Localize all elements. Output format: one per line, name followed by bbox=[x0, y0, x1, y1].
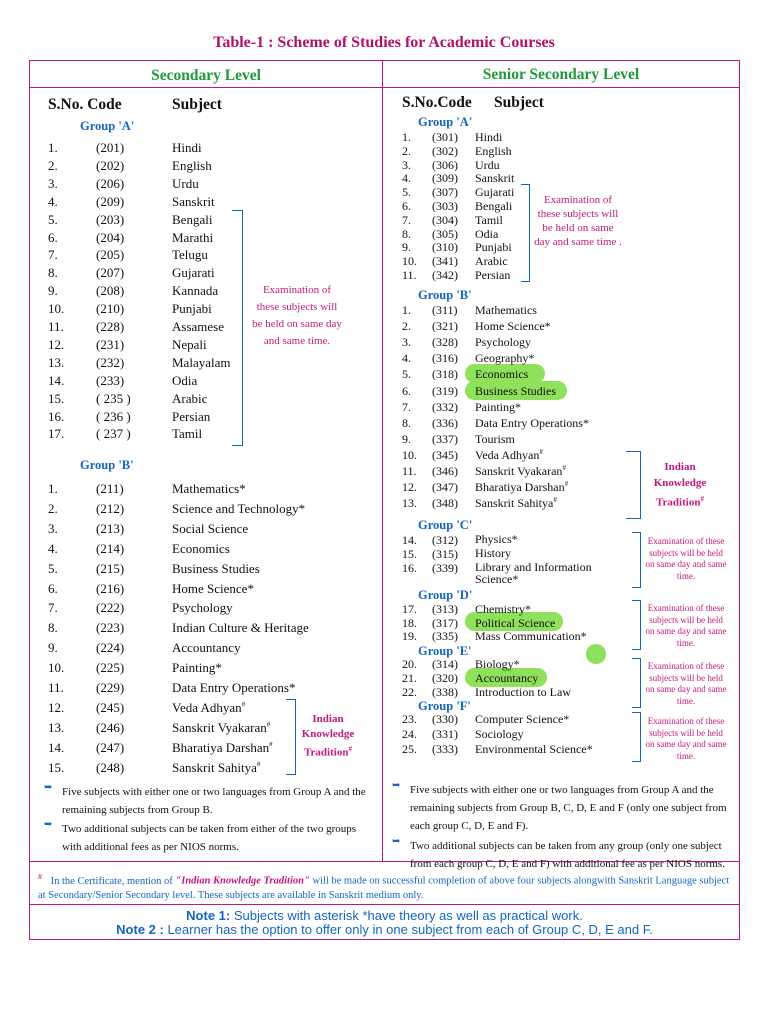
serial-number: 18. bbox=[402, 615, 417, 630]
subject-name: Indian Culture & Heritage bbox=[172, 620, 309, 636]
subject-code: (302) bbox=[432, 143, 458, 158]
subject-name: Odia bbox=[172, 372, 198, 388]
subject-code: (318) bbox=[432, 367, 458, 382]
subject-name: Bharatiya Darshan# bbox=[172, 739, 273, 755]
hash-mark: # bbox=[348, 745, 352, 753]
serial-number: 17. bbox=[402, 602, 417, 616]
serial-number: 7. bbox=[48, 600, 58, 616]
serial-number: 15. bbox=[48, 390, 65, 406]
serial-number: 14. bbox=[48, 372, 65, 388]
subject-code: (347) bbox=[432, 480, 458, 495]
serial-number: 1. bbox=[48, 481, 58, 496]
hash-mark: # bbox=[553, 496, 557, 505]
subject-code: (337) bbox=[432, 431, 458, 446]
heading-divider bbox=[30, 87, 739, 88]
bullet-text: Two additional subjects can be taken from either of the two groups with additional fees as per NIOS norms. bbox=[62, 823, 357, 853]
subject-name: Environmental Science* bbox=[475, 742, 593, 756]
serial-number: 6. bbox=[48, 580, 58, 596]
senior-group-e-bracket bbox=[632, 658, 641, 708]
subject-name: Science and Technology* bbox=[172, 500, 306, 516]
bullet-text: Five subjects with either one or two languages from Group A and the remaining subjects from Group B, C, D, E and F (only one subject from each group C, D, E and F). bbox=[410, 784, 727, 832]
subject-code: (348) bbox=[432, 496, 458, 511]
subject-code: (341) bbox=[432, 254, 458, 269]
senior-exam-note-a: Examination of these subjects will be held on same day and same time . bbox=[534, 194, 622, 248]
senior-group-d-bracket bbox=[632, 600, 641, 650]
subject-code: (333) bbox=[432, 742, 458, 756]
subject-name: Mass Communication* bbox=[475, 629, 587, 644]
senior-group-c-label: Group 'C' bbox=[418, 518, 473, 532]
hash-mark: # bbox=[269, 740, 273, 749]
note-1 bbox=[30, 908, 739, 923]
subject-name: Geography* bbox=[475, 351, 535, 366]
subject-name: Arabic bbox=[172, 390, 208, 406]
secondary-group-a-label: Group 'A' bbox=[80, 119, 135, 133]
subject-code: (231) bbox=[96, 336, 125, 352]
serial-number: 24. bbox=[402, 727, 417, 741]
subject-code: (232) bbox=[96, 354, 125, 370]
senior-lang-bracket bbox=[521, 184, 530, 282]
subject-name: Tamil bbox=[172, 426, 203, 442]
subject-name: Mathematics bbox=[475, 303, 537, 317]
serial-number: 11. bbox=[48, 680, 64, 695]
serial-number: 2. bbox=[48, 157, 58, 173]
subject-code: (346) bbox=[432, 464, 458, 478]
subject-name: Hindi bbox=[172, 140, 202, 155]
arrow-icon: ➥ bbox=[392, 780, 401, 791]
serial-number: 11. bbox=[402, 268, 417, 282]
subject-code: (223) bbox=[96, 620, 125, 636]
serial-number: 22. bbox=[402, 685, 417, 699]
serial-number: 10. bbox=[48, 660, 65, 676]
hash-mark: # bbox=[241, 700, 246, 709]
secondary-ikt-note: Indian Knowledge Tradition# bbox=[301, 713, 355, 759]
subject-name: Bengali bbox=[475, 199, 513, 213]
subject-code: (321) bbox=[432, 319, 458, 334]
serial-number: 11. bbox=[402, 464, 417, 478]
serial-number: 8. bbox=[402, 226, 411, 241]
subject-name: Accountancy bbox=[172, 640, 241, 656]
subject-name: Sanskrit Sahitya# bbox=[475, 496, 557, 511]
subject-code: (317) bbox=[432, 615, 458, 630]
subject-name: Sanskrit Sahitya# bbox=[172, 759, 261, 775]
subject-code: (313) bbox=[432, 602, 458, 616]
subject-code: (307) bbox=[432, 185, 458, 200]
serial-number: 7. bbox=[48, 247, 58, 263]
page-title: Table-1 : Scheme of Studies for Academic Courses bbox=[213, 34, 555, 51]
subject-name: Social Science bbox=[172, 520, 249, 536]
subject-code: (331) bbox=[432, 727, 458, 741]
subject-name: English bbox=[475, 143, 512, 158]
subject-code: (228) bbox=[96, 319, 125, 334]
subject-name: Economics bbox=[172, 540, 230, 556]
subject-name: Political Science bbox=[475, 615, 556, 630]
note-1-label: Note 1: bbox=[186, 908, 231, 923]
serial-number: 25. bbox=[402, 742, 417, 756]
subject-name: Persian bbox=[172, 408, 211, 424]
subject-name: Accountancy bbox=[475, 671, 539, 685]
serial-number: 13. bbox=[48, 719, 65, 735]
subject-code: (303) bbox=[432, 199, 458, 213]
serial-number: 5. bbox=[48, 560, 58, 576]
subject-code: (202) bbox=[96, 157, 125, 173]
senior-heading: Senior Secondary Level bbox=[482, 66, 640, 83]
subject-name: Hindi bbox=[475, 130, 503, 144]
subject-name: History bbox=[475, 545, 511, 560]
subject-code: (203) bbox=[96, 211, 125, 227]
serial-number: 17. bbox=[48, 426, 65, 442]
secondary-lang-bracket bbox=[232, 210, 243, 446]
subject-code: (316) bbox=[432, 351, 458, 366]
serial-number: 3. bbox=[402, 335, 411, 350]
secondary-exam-note: Examination of these subjects will be held on same day and same time. bbox=[252, 284, 342, 347]
subject-name: Sanskrit Vyakaran# bbox=[475, 464, 566, 478]
subject-code: (311) bbox=[432, 303, 458, 317]
subject-name: English bbox=[172, 157, 212, 173]
serial-number: 16. bbox=[402, 560, 417, 575]
subject-name: Data Entry Operations* bbox=[172, 680, 296, 695]
subject-code: (208) bbox=[96, 283, 125, 299]
senior-bullets bbox=[392, 780, 734, 872]
serial-number: 5. bbox=[402, 367, 411, 382]
senior-group-d-label: Group 'D' bbox=[418, 588, 473, 602]
subject-name: Odia bbox=[475, 226, 499, 241]
serial-number: 8. bbox=[48, 265, 58, 281]
serial-number: 12. bbox=[402, 480, 417, 495]
serial-number: 4. bbox=[402, 351, 411, 366]
subject-name: Assamese bbox=[172, 319, 224, 334]
senior-group-f-label: Group 'F' bbox=[418, 699, 471, 713]
footnote bbox=[38, 870, 734, 903]
serial-number: 9. bbox=[48, 640, 58, 656]
subject-name: Persian bbox=[475, 268, 511, 282]
footnote-mark: # bbox=[38, 872, 42, 881]
subject-code: (215) bbox=[96, 560, 125, 576]
serial-number: 13. bbox=[48, 354, 65, 370]
hash-mark: # bbox=[562, 464, 566, 472]
hash-mark: # bbox=[700, 495, 704, 503]
serial-number: 2. bbox=[48, 500, 58, 516]
serial-number: 2. bbox=[402, 143, 411, 158]
bullet-text: Five subjects with either one or two languages from Group A and the remaining subjects from Group B. bbox=[62, 786, 366, 816]
subject-name: Arabic bbox=[475, 254, 508, 269]
serial-number: 15. bbox=[48, 759, 65, 775]
arrow-icon: ➥ bbox=[392, 836, 401, 847]
subject-code: ( 235 ) bbox=[96, 390, 131, 406]
senior-ikt-note: Indian Knowledge Tradition# bbox=[653, 461, 707, 509]
serial-number: 19. bbox=[402, 629, 417, 644]
senior-exam-note-f: Examination of these subjects will be held on same day and same time. bbox=[645, 716, 727, 761]
subject-name: Psychology bbox=[475, 335, 532, 350]
subject-name: Urdu bbox=[172, 175, 199, 191]
subject-code: (206) bbox=[96, 175, 125, 191]
arrow-icon: ➥ bbox=[44, 782, 53, 793]
subject-code: (336) bbox=[432, 415, 458, 430]
secondary-ikt-bracket bbox=[286, 699, 296, 775]
serial-number: 15. bbox=[402, 546, 417, 561]
note-1-text: Subjects with asterisk *have theory as well as practical work. bbox=[230, 908, 583, 923]
arrow-icon: ➥ bbox=[44, 819, 53, 830]
subject-code: (216) bbox=[96, 580, 125, 596]
senior-exam-note-c: Examination of these subjects will be held on same day and same time. bbox=[645, 536, 727, 581]
serial-number: 1. bbox=[402, 303, 411, 317]
hash-mark: # bbox=[564, 480, 569, 489]
bullet-item bbox=[392, 836, 734, 872]
subject-name: Business Studies bbox=[475, 383, 557, 398]
bullet-text: Two additional subjects can be taken from any group (only one subject from each group C, D, E and F) with additional fee as per NIOS norms. bbox=[410, 840, 725, 870]
subject-name: Gujarati bbox=[475, 185, 515, 200]
subject-code: (204) bbox=[96, 229, 125, 245]
subject-name: Chemistry* bbox=[475, 602, 531, 616]
subject-name: Library and Information Science* bbox=[475, 559, 592, 586]
secondary-bullets bbox=[44, 782, 378, 855]
footnote-pre: In the Certificate, mention of bbox=[50, 875, 176, 887]
subject-code: (301) bbox=[432, 130, 458, 144]
subject-code: (319) bbox=[432, 383, 458, 398]
serial-number: 10. bbox=[402, 254, 417, 269]
serial-number: 4. bbox=[48, 193, 58, 209]
subject-code: (314) bbox=[432, 657, 458, 671]
subject-code: (224) bbox=[96, 640, 125, 656]
subject-code: (205) bbox=[96, 247, 125, 263]
subject-code: ( 236 ) bbox=[96, 408, 131, 424]
hash-mark: # bbox=[256, 760, 261, 769]
subject-code: (309) bbox=[432, 171, 458, 186]
subject-code: (310) bbox=[432, 240, 458, 255]
serial-number: 14. bbox=[402, 533, 417, 547]
serial-number: 5. bbox=[402, 185, 411, 200]
subject-name: Punjabi bbox=[475, 240, 512, 255]
serial-number: 23. bbox=[402, 712, 417, 726]
serial-number: 5. bbox=[48, 211, 58, 227]
secondary-heading: Secondary Level bbox=[151, 67, 261, 84]
note-2-text: Learner has the option to offer only in one subject from each of Group C, D, E and F. bbox=[163, 922, 653, 937]
subject-code: (233) bbox=[96, 372, 125, 388]
subject-name: Business Studies bbox=[172, 560, 260, 576]
subject-name: Bengali bbox=[172, 211, 213, 227]
serial-number: 20. bbox=[402, 657, 417, 671]
subject-name: Sociology bbox=[475, 727, 524, 741]
subject-code: (320) bbox=[432, 671, 458, 685]
serial-number: 16. bbox=[48, 408, 65, 424]
subject-name: Data Entry Operations* bbox=[475, 415, 589, 430]
subject-code: (330) bbox=[432, 712, 458, 726]
subject-name: Gujarati bbox=[172, 265, 215, 281]
subject-name: Kannada bbox=[172, 283, 219, 299]
serial-number: 9. bbox=[402, 240, 411, 255]
subject-code: (245) bbox=[96, 699, 125, 715]
serial-number: 11. bbox=[48, 319, 64, 334]
subject-name: Economics bbox=[475, 367, 529, 382]
serial-number: 3. bbox=[402, 157, 411, 172]
highlight-dot bbox=[586, 644, 606, 664]
subject-code: (305) bbox=[432, 226, 458, 241]
serial-number: 12. bbox=[48, 699, 65, 715]
subject-code: ( 237 ) bbox=[96, 426, 131, 442]
secondary-group-b-label: Group 'B' bbox=[80, 458, 134, 472]
subject-code: (338) bbox=[432, 685, 458, 699]
subject-name: Physics* bbox=[475, 532, 518, 546]
serial-number: 1. bbox=[402, 130, 411, 144]
bullet-item bbox=[44, 782, 378, 818]
bullet-item bbox=[44, 819, 378, 855]
subject-code: (201) bbox=[96, 140, 125, 155]
serial-number: 8. bbox=[48, 620, 58, 636]
column-divider bbox=[382, 61, 383, 861]
note-2-label: Note 2 : bbox=[116, 922, 164, 937]
subject-code: (211) bbox=[96, 481, 124, 496]
senior-group-b-label: Group 'B' bbox=[418, 288, 472, 302]
subject-name: Bharatiya Darshan# bbox=[475, 480, 569, 495]
subject-name: Introduction to Law bbox=[475, 685, 571, 699]
serial-number: 8. bbox=[402, 415, 411, 430]
subject-code: (246) bbox=[96, 719, 125, 735]
subject-code: (304) bbox=[432, 212, 458, 227]
subject-code: (342) bbox=[432, 268, 458, 282]
serial-number: 9. bbox=[402, 431, 411, 446]
serial-number: 1. bbox=[48, 140, 58, 155]
subject-name: Veda Adhyan# bbox=[475, 447, 543, 462]
serial-number: 9. bbox=[48, 283, 58, 299]
serial-number: 12. bbox=[48, 336, 65, 352]
subject-name: Mathematics* bbox=[172, 481, 246, 496]
notes-divider bbox=[30, 904, 739, 905]
subject-code: (210) bbox=[96, 301, 125, 317]
footnote-post: will be made on successful completion of above four subjects alongwith Sanskrit Language subject at Secondary/Senior Secondary level. These subjects are available in Sanskrit medium only. bbox=[38, 875, 730, 901]
footnote-emphasis: "Indian Knowledge Tradition" bbox=[175, 875, 310, 887]
subject-name: Tamil bbox=[475, 212, 503, 227]
subject-name: Home Science* bbox=[172, 580, 254, 596]
serial-number: 4. bbox=[48, 540, 58, 556]
subject-code: (209) bbox=[96, 193, 125, 209]
subject-code: (306) bbox=[432, 157, 458, 172]
serial-number: 10. bbox=[48, 301, 65, 317]
senior-exam-note-d: Examination of these subjects will be held on same day and same time. bbox=[645, 603, 727, 648]
subject-name: Marathi bbox=[172, 229, 214, 245]
subject-name: Biology* bbox=[475, 657, 520, 671]
subject-code: (222) bbox=[96, 600, 125, 616]
senior-exam-note-e: Examination of these subjects will be held on same day and same time. bbox=[645, 661, 727, 706]
subject-name: Painting* bbox=[172, 660, 222, 676]
serial-number: 2. bbox=[402, 319, 411, 334]
serial-number: 14. bbox=[48, 739, 65, 755]
subject-code: (212) bbox=[96, 500, 125, 516]
senior-col-sno-code: S.No.Code bbox=[402, 94, 472, 111]
serial-number: 4. bbox=[402, 171, 411, 186]
subject-name: Sanskrit bbox=[475, 171, 515, 186]
subject-name: Telugu bbox=[172, 247, 208, 263]
subject-code: (345) bbox=[432, 447, 458, 462]
subject-code: (248) bbox=[96, 759, 125, 775]
secondary-col-sno-code: S.No. Code bbox=[48, 96, 122, 113]
subject-code: (214) bbox=[96, 540, 125, 556]
serial-number: 7. bbox=[402, 399, 411, 414]
subject-code: (339) bbox=[432, 560, 458, 575]
serial-number: 13. bbox=[402, 496, 417, 511]
subject-name: Home Science* bbox=[475, 319, 551, 334]
subject-name: Painting* bbox=[475, 399, 522, 414]
serial-number: 6. bbox=[402, 383, 411, 398]
hash-mark: # bbox=[266, 720, 271, 729]
subject-name: Nepali bbox=[172, 336, 207, 352]
subject-code: (225) bbox=[96, 660, 125, 676]
senior-col-subject: Subject bbox=[494, 94, 544, 111]
subject-code: (207) bbox=[96, 265, 125, 281]
subject-name: Urdu bbox=[475, 157, 500, 172]
senior-ikt-bracket bbox=[626, 451, 641, 519]
serial-number: 10. bbox=[402, 447, 417, 462]
subject-code: (229) bbox=[96, 680, 125, 695]
subject-code: (312) bbox=[432, 533, 458, 547]
subject-name: Sanskrit Vyakaran# bbox=[172, 719, 271, 735]
serial-number: 6. bbox=[402, 199, 411, 213]
senior-group-e-label: Group 'E' bbox=[418, 644, 472, 658]
subject-code: (213) bbox=[96, 520, 125, 536]
senior-group-c-bracket bbox=[632, 532, 641, 588]
hash-mark: # bbox=[539, 447, 543, 456]
serial-number: 21. bbox=[402, 671, 417, 685]
subject-name: Psychology bbox=[172, 600, 233, 616]
serial-number: 3. bbox=[48, 175, 58, 191]
subject-code: (315) bbox=[432, 546, 458, 561]
subject-name: Tourism bbox=[475, 431, 515, 446]
serial-number: 6. bbox=[48, 229, 58, 245]
bullet-item bbox=[392, 780, 734, 834]
note-2 bbox=[30, 922, 739, 937]
secondary-col-subject: Subject bbox=[172, 96, 222, 113]
senior-group-f-bracket bbox=[632, 712, 641, 762]
serial-number: 3. bbox=[48, 520, 58, 536]
subject-name: Punjabi bbox=[172, 301, 212, 317]
subject-name: Computer Science* bbox=[475, 712, 570, 726]
subject-name: Malayalam bbox=[172, 354, 231, 370]
subject-code: (332) bbox=[432, 399, 458, 414]
subject-name: Veda Adhyan# bbox=[172, 699, 246, 715]
serial-number: 7. bbox=[402, 212, 411, 227]
subject-code: (247) bbox=[96, 739, 125, 755]
subject-name: Sanskrit bbox=[172, 193, 215, 209]
subject-code: (335) bbox=[432, 629, 458, 644]
subject-code: (328) bbox=[432, 335, 458, 350]
senior-group-a-label: Group 'A' bbox=[418, 115, 473, 129]
